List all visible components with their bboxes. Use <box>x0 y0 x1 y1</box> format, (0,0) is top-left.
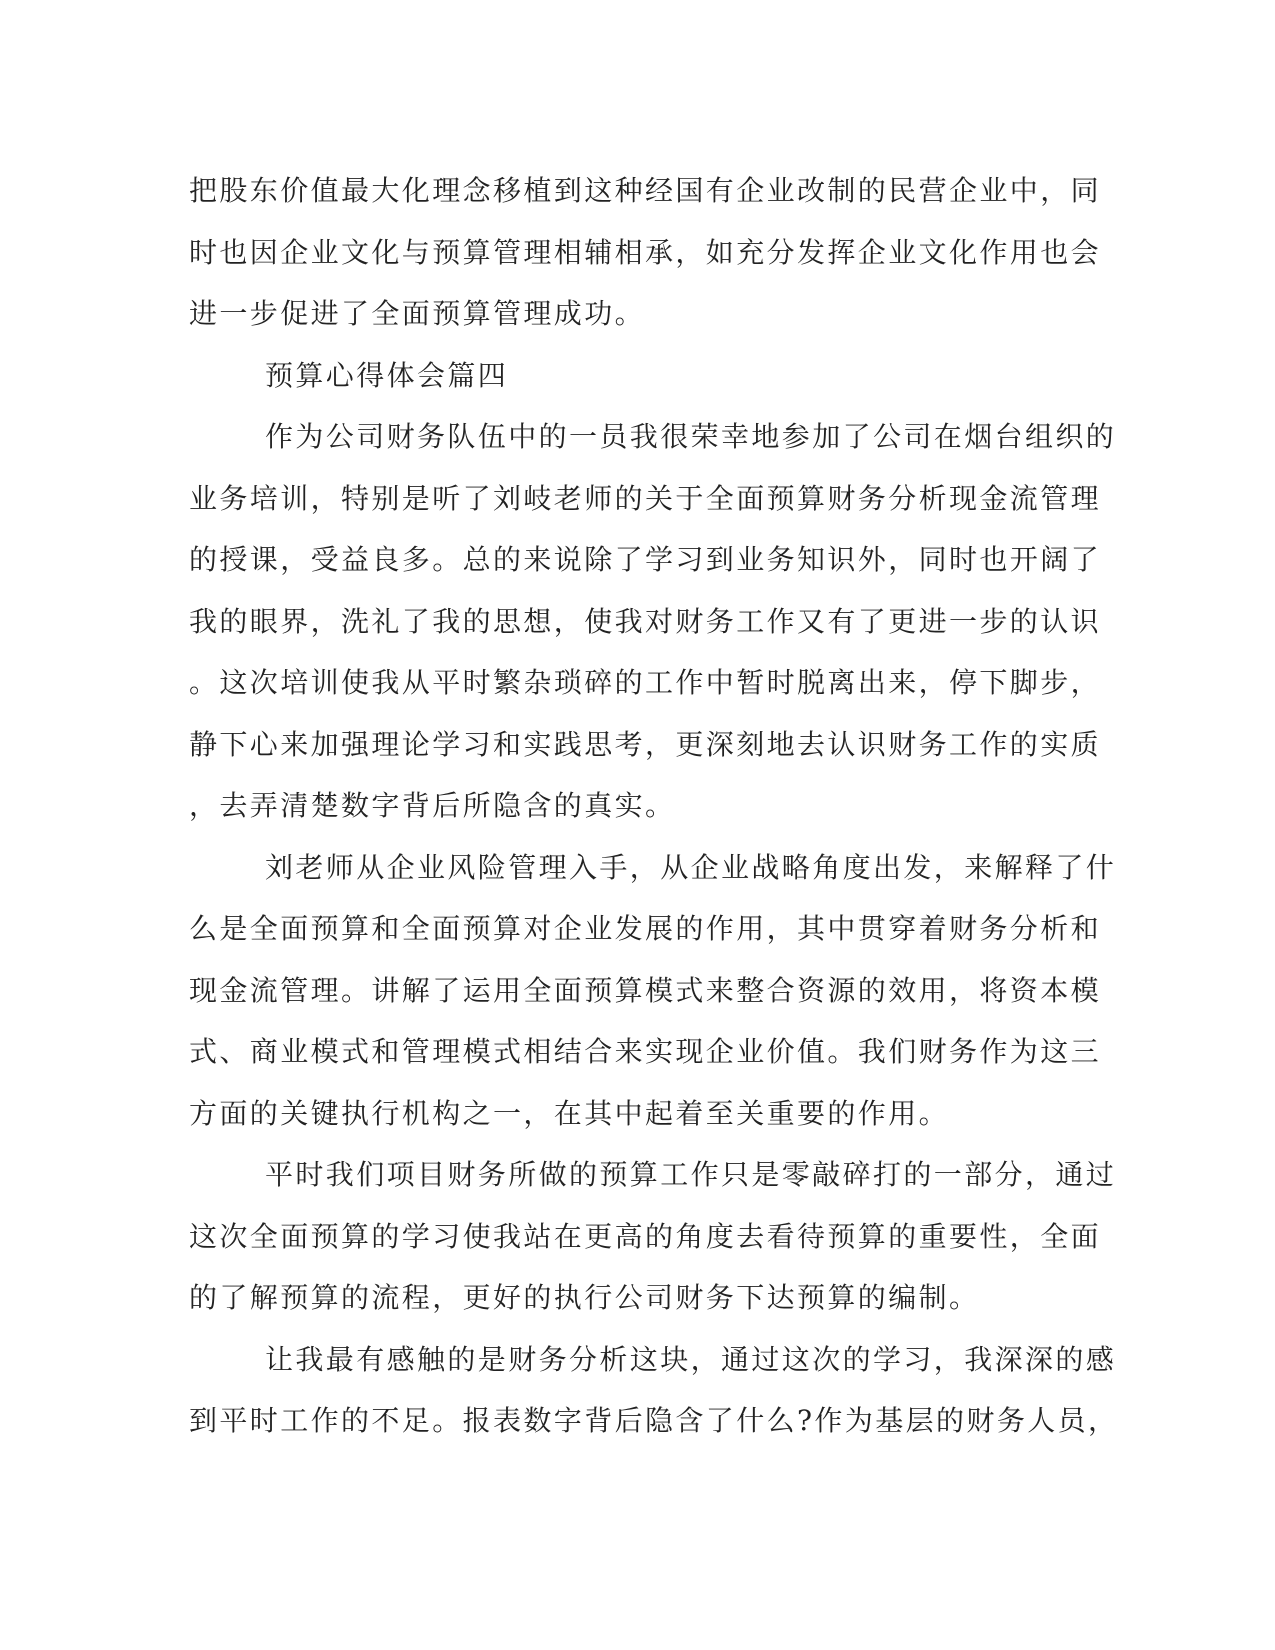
text-line: 平时我们项目财务所做的预算工作只是零敲碎打的一部分，通过 <box>265 1158 1117 1191</box>
text-line: 静下心来加强理论学习和实践思考，更深刻地去认识财务工作的实质 <box>189 727 1102 761</box>
text-line: 刘老师从企业风险管理入手，从企业战略角度出发，来解释了什 <box>265 850 1117 884</box>
document-body <box>189 160 1119 1452</box>
text-line: 时也因企业文化与预算管理相辅相承，如充分发挥企业文化作用也会 <box>189 235 1102 269</box>
text-line: 式、商业模式和管理模式相结合来实现企业价值。我们财务作为这三 <box>189 1035 1102 1068</box>
text-line: 么是全面预算和全面预算对企业发展的作用，其中贯穿着财务分析和 <box>189 912 1102 945</box>
text-line: 进一步促进了全面预算管理成功。 <box>189 297 646 330</box>
text-line: 把股东价值最大化理念移植到这种经国有企业改制的民营企业中，同 <box>189 174 1102 207</box>
text-line: 的授课，受益良多。总的来说除了学习到业务知识外，同时也开阔了 <box>189 543 1102 576</box>
text-line: 。这次培训使我从平时繁杂琐碎的工作中暂时脱离出来，停下脚步， <box>189 666 1102 699</box>
text-line: ，去弄清楚数字背后所隐含的真实。 <box>189 789 676 822</box>
text-line: 我的眼界，洗礼了我的思想，使我对财务工作又有了更进一步的认识 <box>189 604 1102 638</box>
text-line: 作为公司财务队伍中的一员我很荣幸地参加了公司在烟台组织的 <box>265 420 1117 453</box>
text-line: 这次全面预算的学习使我站在更高的角度去看待预算的重要性，全面 <box>189 1219 1102 1253</box>
text-line: 业务培训，特别是听了刘岐老师的关于全面预算财务分析现金流管理 <box>189 481 1102 515</box>
text-line: 让我最有感触的是财务分析这块，通过这次的学习，我深深的感 <box>265 1342 1117 1376</box>
section-heading: 预算心得体会篇四 <box>265 358 509 392</box>
text-line: 方面的关键执行机构之一，在其中起着至关重要的作用。 <box>189 1096 950 1130</box>
text-line: 到平时工作的不足。报表数字背后隐含了什么?作为基层的财务人员， <box>189 1404 1119 1437</box>
text-line: 的了解预算的流程，更好的执行公司财务下达预算的编制。 <box>189 1281 980 1314</box>
text-line: 现金流管理。讲解了运用全面预算模式来整合资源的效用，将资本模 <box>189 973 1102 1007</box>
